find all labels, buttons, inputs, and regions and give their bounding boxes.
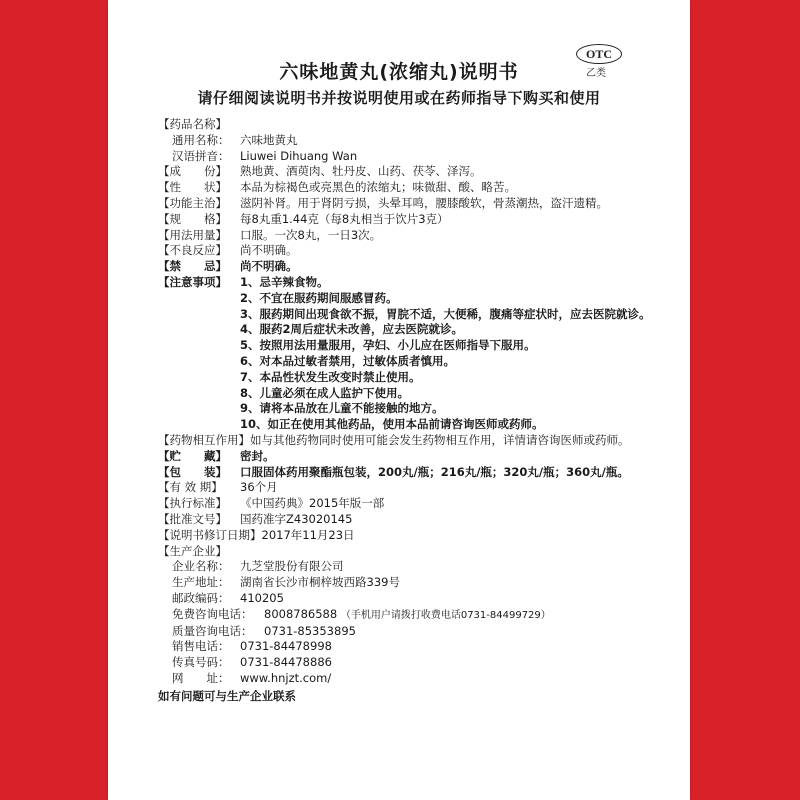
- fax-value: 0731-84478886: [240, 655, 332, 670]
- quality-label: 质量咨询电话：: [172, 623, 253, 638]
- sales-row: [158, 639, 663, 655]
- quality-value: 0731-85353895: [264, 623, 356, 638]
- precaution-item: 9、请将本品放在儿童不能接触的地方。: [240, 401, 444, 416]
- section-spec: [158, 212, 663, 228]
- website-row: [158, 671, 663, 687]
- interactions-label: 【药物相互作用】: [158, 432, 250, 447]
- leaflet-content: [158, 117, 663, 704]
- precaution-item: 10、如正在使用其他药品，使用本品前请咨询医师或药师。: [240, 417, 544, 432]
- drug-name-label: 【药品名称】: [158, 117, 227, 131]
- revision-value: 2017年11月23日: [261, 527, 355, 542]
- precaution-item: 3、服药期间出现食欲不振，胃脘不适，大便稀，腹痛等症状时，应去医院就诊。: [240, 306, 651, 321]
- section-precautions: [158, 275, 663, 291]
- quality-row: [158, 624, 663, 640]
- storage-value: 密封。: [240, 448, 275, 463]
- precaution-item: 6、对本品过敏者禁用，过敏体质者慎用。: [240, 353, 455, 368]
- standard-label: 【执行标准】: [158, 496, 227, 511]
- red-border-right: [690, 0, 800, 800]
- usage-label: 【用法用量】: [158, 227, 227, 242]
- fax-label: 传真号码：: [172, 655, 230, 670]
- section-ingredients: [158, 164, 663, 180]
- fax-row: [158, 655, 663, 671]
- document-title: 六味地黄丸(浓缩丸)说明书: [279, 61, 519, 83]
- package-label: 【包 装】: [158, 464, 227, 479]
- section-contraindications: [158, 259, 663, 275]
- zip-value: 410205: [240, 590, 284, 605]
- indications-label: 【功能主治】: [158, 195, 227, 210]
- indications-value: 滋阴补肾。用于肾阴亏损，头晕耳鸣，腰膝酸软，骨蒸潮热，盗汗遗精。: [240, 195, 608, 210]
- section-adverse: [158, 243, 663, 259]
- precaution-item: 4、服药2周后症状未改善，应去医院就诊。: [240, 322, 464, 337]
- sales-value: 0731-84478998: [240, 639, 332, 654]
- character-label: 【性 状】: [158, 180, 227, 195]
- character-value: 本品为棕褐色或亮黑色的浓缩丸；味微甜、酸、略苦。: [240, 180, 516, 195]
- spec-value: 每8丸重1.44克（每8丸相当于饮片3克）: [240, 211, 449, 226]
- section-drug-name: [158, 117, 663, 133]
- generic-name: 六味地黄丸: [240, 132, 298, 147]
- precaution-item: 7、本品性状发生改变时禁止使用。: [240, 369, 421, 384]
- validity-value: 36个月: [240, 480, 278, 495]
- section-character: [158, 180, 663, 196]
- contraindications-value: 尚不明确。: [240, 259, 298, 274]
- section-interactions: [158, 433, 663, 449]
- pinyin-name: Liuwei Dihuang Wan: [240, 148, 358, 163]
- standard-value: 《中国药典》2015年版一部: [240, 496, 385, 511]
- approval-label: 【批准文号】: [158, 511, 227, 526]
- precaution-item: 5、按照用法用量服用，孕妇、小儿应在医师指导下服用。: [240, 338, 536, 353]
- otc-class: 乙类: [586, 68, 606, 79]
- document-subtitle: 请仔细阅读说明书并按说明使用或在药师指导下购买和使用: [197, 89, 601, 107]
- zip-label: 邮政编码：: [172, 590, 230, 605]
- adverse-value: 尚不明确。: [240, 243, 298, 258]
- zip-row: [158, 591, 663, 607]
- usage-value: 口服。一次8丸，一日3次。: [240, 227, 382, 242]
- contraindications-label: 【禁 忌】: [158, 259, 227, 274]
- footer-note: [158, 689, 663, 705]
- section-standard: [158, 496, 663, 512]
- company-name: 九芝堂股份有限公司: [240, 559, 344, 574]
- section-indications: [158, 196, 663, 212]
- ingredients-value: 熟地黄、酒萸肉、牡丹皮、山药、茯苓、泽泻。: [240, 164, 482, 179]
- generic-name-label: 通用名称：: [172, 132, 230, 147]
- sales-label: 销售电话：: [172, 639, 230, 654]
- package-value: 口服固体药用聚酯瓶包装，200丸/瓶；216丸/瓶；320丸/瓶；360丸/瓶。: [240, 464, 629, 479]
- approval-value: 国药准字Z43020145: [240, 511, 353, 526]
- hotline-value: 8008786588: [264, 606, 338, 621]
- website-value: www.hnjzt.com/: [240, 670, 332, 685]
- company-name-row: [158, 559, 663, 575]
- section-manufacturer: [158, 544, 663, 560]
- manufacturer-label: 【生产企业】: [158, 543, 227, 558]
- footer-text: 如有问题可与生产企业联系: [158, 688, 296, 703]
- hotline-note: （手机用户请拨打收费电话0731-84499729）: [340, 609, 551, 621]
- hotline-row: [158, 607, 663, 624]
- website-label: 网 址：: [172, 670, 230, 685]
- pinyin-label: 汉语拼音：: [172, 148, 230, 163]
- pinyin-row: [158, 149, 663, 165]
- generic-name-row: [158, 133, 663, 149]
- address-row: [158, 575, 663, 591]
- precaution-item: 8、儿童必须在成人监护下使用。: [240, 385, 409, 400]
- red-border-left: [0, 0, 108, 800]
- section-storage: [158, 449, 663, 465]
- section-approval: [158, 512, 663, 528]
- revision-label: 【说明书修订日期】: [158, 527, 262, 542]
- company-name-label: 企业名称：: [172, 559, 230, 574]
- precaution-item: 2、不宜在服药期间服感冒药。: [240, 290, 398, 305]
- address-value: 湖南省长沙市桐梓坡西路339号: [240, 575, 400, 590]
- otc-mark: OTC: [576, 44, 622, 64]
- section-usage: [158, 228, 663, 244]
- precaution-item: 1、忌辛辣食物。: [240, 274, 329, 289]
- spec-label: 【规 格】: [158, 211, 227, 226]
- validity-label: 【有 效 期】: [158, 480, 223, 495]
- adverse-label: 【不良反应】: [158, 243, 227, 258]
- storage-label: 【贮 藏】: [158, 448, 227, 463]
- section-validity: [158, 480, 663, 496]
- address-label: 生产地址：: [172, 575, 230, 590]
- section-revision: [158, 528, 663, 544]
- precautions-label: 【注意事项】: [158, 274, 227, 289]
- section-package: [158, 465, 663, 481]
- interactions-value: 如与其他药物同时使用可能会发生药物相互作用，详情请咨询医师或药师。: [250, 432, 630, 447]
- hotline-label: 免费咨询电话：: [172, 606, 253, 621]
- ingredients-label: 【成 份】: [158, 164, 227, 179]
